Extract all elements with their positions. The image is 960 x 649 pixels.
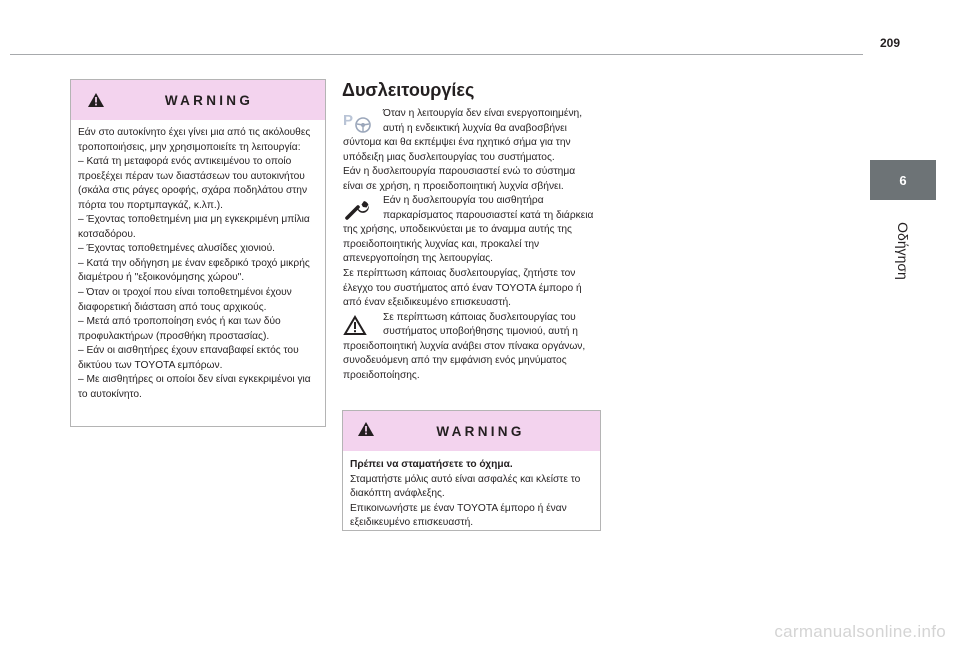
para-line: Εάν η δυσλειτουργία του αισθητήρα bbox=[383, 195, 544, 207]
warning-line: Σταματήστε μόλις αυτό είναι ασφαλές και κλείστε το bbox=[350, 473, 581, 485]
chapter-label-text: Οδήγηση bbox=[895, 222, 911, 280]
para-line: προειδοποίησης. bbox=[343, 369, 420, 381]
warning-line: διαφορετική διάσταση από τους αρχικούς. bbox=[78, 301, 267, 313]
warning-title: WARNING bbox=[436, 423, 525, 439]
para-line: της χρήσης, υποδεικνύεται με το άναμμα αυτής της bbox=[343, 224, 572, 236]
warning-line: διακόπτη ανάφλεξης. bbox=[350, 488, 445, 500]
para-line: παρκαρίσματος παρουσιαστεί κατά τη διάρκεια bbox=[383, 209, 594, 221]
warning-box-stop-vehicle bbox=[342, 410, 601, 531]
warning-line: διαμέτρου ή "εξοικονόμησης χώρου". bbox=[78, 272, 245, 284]
malfunctions-body bbox=[343, 107, 603, 383]
warning-line: κοτσαδόρου. bbox=[78, 228, 136, 240]
warning-body bbox=[71, 120, 325, 402]
warning-box-modifications bbox=[70, 79, 326, 427]
para-line: προειδοποιητικής λυχνίας και, προκαλεί την bbox=[343, 238, 540, 250]
wrench-icon bbox=[343, 197, 373, 221]
warning-line: δικτύου των TOYOTA εμπόρων. bbox=[78, 359, 223, 371]
para-line: Όταν η λειτουργία δεν είναι ενεργοποιημένη, bbox=[383, 108, 583, 119]
warning-line: Εάν στο αυτοκίνητο έχει γίνει μια από τις ακόλουθες bbox=[78, 127, 311, 138]
para-line: από έναν εξειδικευμένο επισκευαστή. bbox=[343, 297, 511, 309]
warning-header bbox=[343, 411, 600, 451]
warning-line: (σκάλα στις ράγες οροφής, σχάρα ποδηλάτου στην bbox=[78, 185, 308, 197]
svg-text:P: P bbox=[343, 112, 354, 129]
top-divider bbox=[10, 54, 863, 55]
para-line: αυτή η ενδεικτική λυχνία θα αναβοσβήνει bbox=[383, 122, 567, 134]
warning-line: – Έχοντας τοποθετημένες αλυσίδες χιονιού. bbox=[78, 243, 275, 255]
para-line: απενεργοποίηση της λειτουργίας. bbox=[343, 253, 493, 265]
warning-line: – Εάν οι αισθητήρες έχουν επαναβαφεί εκτός του bbox=[78, 345, 299, 357]
para-line: Σε περίπτωση κάποιας δυσλειτουργίας, ζητήστε τον bbox=[343, 268, 576, 280]
warning-line: το αυτοκίνητο. bbox=[78, 388, 142, 400]
para-wrench bbox=[343, 194, 603, 223]
chapter-label bbox=[875, 206, 931, 296]
warning-title: WARNING bbox=[164, 92, 254, 108]
para-alert bbox=[343, 311, 603, 340]
warning-line: εξειδικευμένο επισκευαστή. bbox=[350, 517, 474, 529]
para-park-assist bbox=[343, 107, 603, 136]
para-line: συνοδευόμενη από την εμφάνιση ενός μηνύματος bbox=[343, 355, 567, 367]
warning-line: προεξέχει πέραν των διαστάσεων του αυτοκινήτου bbox=[78, 170, 305, 182]
para-line: έλεγχο του συστήματος από έναν TOYOTA έμπορο ή bbox=[343, 282, 582, 294]
warning-bold-line: Πρέπει να σταματήσετε το όχημα. bbox=[350, 459, 513, 470]
warning-line: τροποποιήσεις, μην χρησιμοποιείτε τη λειτουργία: bbox=[78, 141, 301, 153]
warning-line: – Κατά τη μεταφορά ενός αντικειμένου το οποίο bbox=[78, 156, 292, 168]
section-title: Δυσλειτουργίες bbox=[342, 80, 475, 100]
para-line: Εάν η δυσλειτουργία παρουσιαστεί ενώ το σύστημα bbox=[343, 166, 576, 178]
warning-triangle-icon bbox=[357, 421, 375, 437]
warning-body bbox=[343, 451, 600, 531]
alert-triangle-icon bbox=[343, 314, 373, 338]
warning-line: – Έχοντας τοποθετημένη μια μη εγκεκριμένη μπίλια bbox=[78, 214, 310, 226]
page-number: 209 bbox=[880, 36, 901, 50]
para-line: προειδοποιητική λυχνία ανάβει στον πίνακα οργάνων, bbox=[343, 340, 586, 352]
warning-line: – Με αισθητήρες οι οποίοι δεν είναι εγκεκριμένοι για bbox=[78, 374, 311, 386]
chapter-tab[interactable]: 6 bbox=[870, 160, 936, 200]
warning-line: – Κατά την οδήγηση με έναν εφεδρικό τροχό μικρής bbox=[78, 257, 310, 269]
warning-header bbox=[71, 80, 325, 120]
warning-line: προφυλακτήρων (προσθήκη προστασίας). bbox=[78, 330, 270, 342]
warning-triangle-icon bbox=[87, 92, 105, 108]
para-line: Σε περίπτωση κάποιας δυσλειτουργίας του bbox=[383, 311, 576, 323]
para-line: υπόδειξη μιας δυσλειτουργίας του συστήματος. bbox=[343, 151, 555, 163]
para-line: συστήματος υποβοήθησης τιμονιού, αυτή η bbox=[383, 326, 578, 338]
warning-line: Επικοινωνήστε με έναν TOYOTA έμπορο ή έναν bbox=[350, 502, 567, 514]
warning-line: – Όταν οι τροχοί που είναι τοποθετημένοι έχουν bbox=[78, 287, 292, 299]
footer-watermark[interactable]: carmanualsonline.info bbox=[774, 622, 946, 641]
warning-line: – Μετά από τροποποίηση ενός ή και των δύο bbox=[78, 316, 281, 328]
park-assist-icon bbox=[343, 110, 373, 134]
warning-line: πόρτα του πορτμπαγκάζ, κ.λπ.). bbox=[78, 199, 223, 211]
para-line: είναι σε χρήση, η προειδοποιητική λυχνία σβήνει. bbox=[343, 180, 564, 192]
para-line: σύντομα και θα εκπέμψει ένα ηχητικό σήμα για την bbox=[343, 137, 571, 149]
